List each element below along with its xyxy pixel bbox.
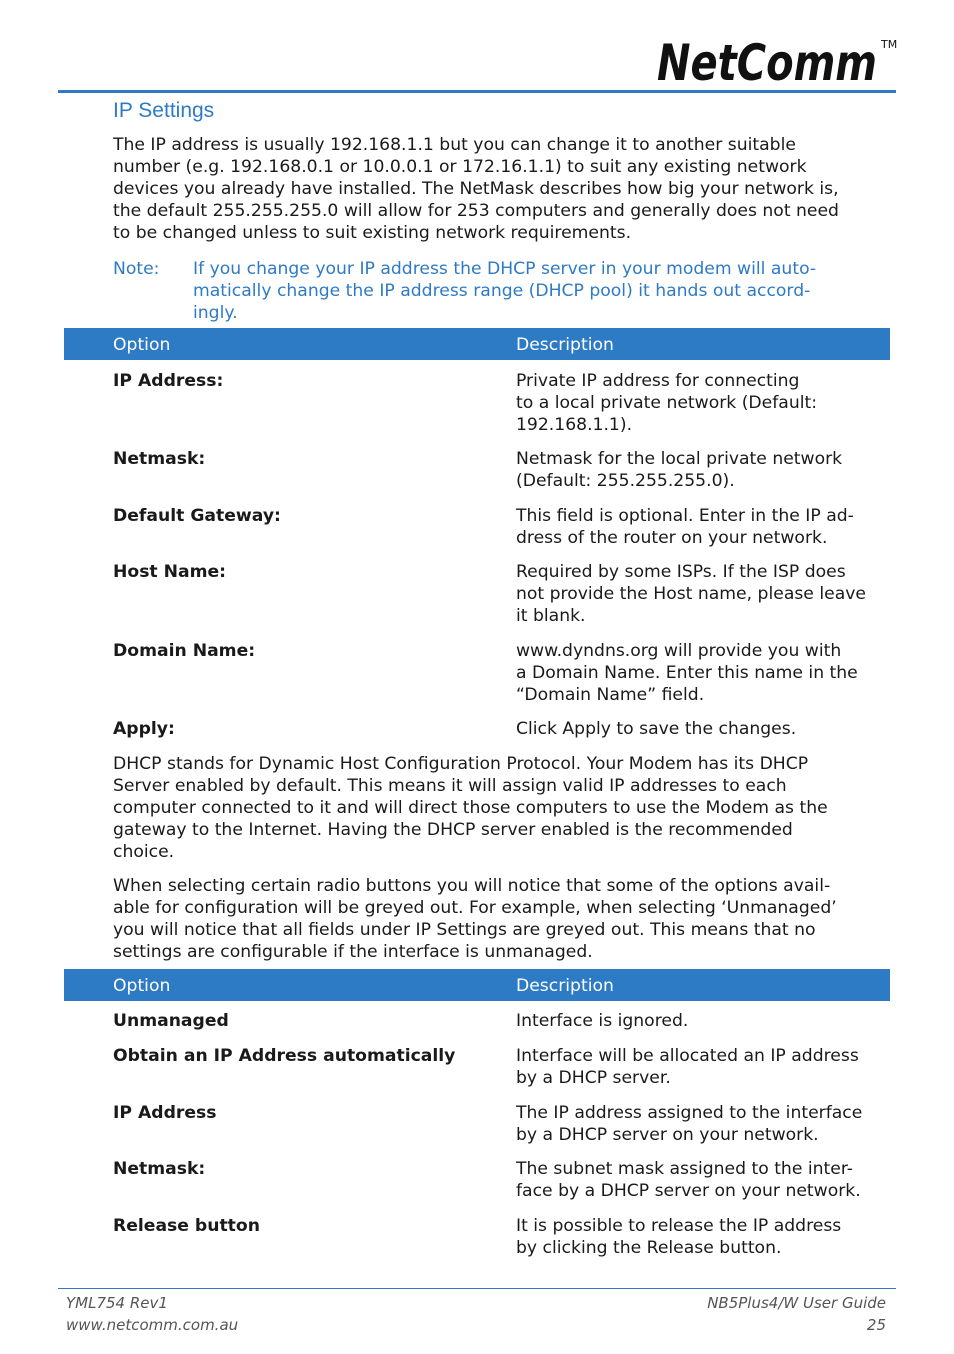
table1-description bbox=[516, 561, 896, 627]
desc-line: The IP address assigned to the interface bbox=[516, 1103, 863, 1123]
footer-page-number: 25 bbox=[866, 1316, 886, 1334]
radio-buttons-paragraph bbox=[113, 875, 903, 963]
desc-line: face by a DHCP server on your network. bbox=[516, 1181, 861, 1201]
desc-line: Netmask for the local private network bbox=[516, 449, 843, 469]
radio-line: you will notice that all fields under IP Settings are greyed out. This means that no bbox=[113, 920, 816, 940]
table2-description bbox=[516, 1215, 896, 1259]
desc-line: dress of the router on your network. bbox=[516, 528, 828, 548]
footer-rule bbox=[58, 1288, 896, 1289]
intro-line: to be changed unless to suit existing network requirements. bbox=[113, 223, 632, 243]
intro-line: devices you already have installed. The NetMask describes how big your network is, bbox=[113, 179, 839, 199]
table1-option: Apply: bbox=[113, 719, 175, 739]
footer-website: www.netcomm.com.au bbox=[66, 1316, 239, 1334]
desc-line: This field is optional. Enter in the IP ad- bbox=[516, 506, 854, 526]
table1-header bbox=[64, 328, 890, 360]
table2-description bbox=[516, 1010, 896, 1032]
desc-line: by a DHCP server on your network. bbox=[516, 1125, 819, 1145]
logo-trademark: TM bbox=[881, 38, 898, 51]
desc-line: It is possible to release the IP address bbox=[516, 1216, 842, 1236]
footer-guide-title: NB5Plus4/W User Guide bbox=[707, 1294, 886, 1312]
intro-paragraph bbox=[113, 134, 903, 244]
table1-option: Netmask: bbox=[113, 449, 206, 469]
table2-option: Release button bbox=[113, 1216, 260, 1236]
table1-option: Domain Name: bbox=[113, 641, 256, 661]
footer-doc-code: YML754 Rev1 bbox=[66, 1294, 168, 1312]
desc-line: by a DHCP server. bbox=[516, 1068, 671, 1088]
desc-line: by clicking the Release button. bbox=[516, 1238, 782, 1258]
radio-line: able for configuration will be greyed out. For example, when selecting ‘Unmanaged’ bbox=[113, 898, 837, 918]
section-title: IP Settings bbox=[113, 99, 215, 122]
note-line: If you change your IP address the DHCP server in your modem will auto- bbox=[193, 259, 817, 279]
table1-option: Default Gateway: bbox=[113, 506, 281, 526]
dhcp-line: choice. bbox=[113, 842, 175, 862]
table1-description bbox=[516, 370, 896, 436]
note-line: matically change the IP address range (DHCP pool) it hands out accord- bbox=[193, 281, 811, 301]
desc-line: Interface is ignored. bbox=[516, 1011, 689, 1031]
table2-option: IP Address bbox=[113, 1103, 217, 1123]
desc-line: www.dyndns.org will provide you with bbox=[516, 641, 842, 661]
note-text bbox=[193, 258, 893, 324]
table1-option: IP Address: bbox=[113, 371, 224, 391]
dhcp-line: DHCP stands for Dynamic Host Configuration Protocol. Your Modem has its DHCP bbox=[113, 754, 809, 774]
table2-description bbox=[516, 1102, 896, 1146]
desc-line: Interface will be allocated an IP address bbox=[516, 1046, 859, 1066]
desc-line: Private IP address for connecting bbox=[516, 371, 800, 391]
table2-description bbox=[516, 1045, 896, 1089]
header-rule bbox=[58, 90, 896, 93]
table1-col-option: Option bbox=[113, 335, 171, 355]
table2-option: Netmask: bbox=[113, 1159, 206, 1179]
radio-line: When selecting certain radio buttons you will notice that some of the options avail- bbox=[113, 876, 831, 896]
desc-line: The subnet mask assigned to the inter- bbox=[516, 1159, 854, 1179]
intro-line: The IP address is usually 192.168.1.1 but you can change it to another suitable bbox=[113, 135, 796, 155]
table1-description bbox=[516, 640, 896, 706]
table2-col-description: Description bbox=[516, 976, 614, 996]
desc-line: not provide the Host name, please leave bbox=[516, 584, 866, 604]
desc-line: 192.168.1.1). bbox=[516, 415, 633, 435]
table1-description bbox=[516, 718, 896, 740]
desc-line: “Domain Name” field. bbox=[516, 685, 705, 705]
logo-wordmark: NetComm bbox=[657, 34, 877, 88]
table1-description bbox=[516, 448, 896, 492]
table2-option: Obtain an IP Address automatically bbox=[113, 1046, 456, 1066]
table2-col-option: Option bbox=[113, 976, 171, 996]
netcomm-logo bbox=[655, 28, 903, 88]
note-line: ingly. bbox=[193, 303, 238, 323]
note-label: Note: bbox=[113, 259, 160, 279]
desc-line: a Domain Name. Enter this name in the bbox=[516, 663, 858, 683]
dhcp-paragraph bbox=[113, 753, 903, 863]
radio-line: settings are configurable if the interface is unmanaged. bbox=[113, 942, 593, 962]
desc-line: to a local private network (Default: bbox=[516, 393, 818, 413]
table2-option: Unmanaged bbox=[113, 1011, 229, 1031]
desc-line: (Default: 255.255.255.0). bbox=[516, 471, 735, 491]
desc-line: it blank. bbox=[516, 606, 586, 626]
table2-description bbox=[516, 1158, 896, 1202]
table1-description bbox=[516, 505, 896, 549]
table1-col-description: Description bbox=[516, 335, 614, 355]
dhcp-line: gateway to the Internet. Having the DHCP server enabled is the recommended bbox=[113, 820, 793, 840]
table2-header bbox=[64, 969, 890, 1001]
dhcp-line: Server enabled by default. This means it will assign valid IP addresses to each bbox=[113, 776, 787, 796]
table1-option: Host Name: bbox=[113, 562, 227, 582]
dhcp-line: computer connected to it and will direct those computers to use the Modem as the bbox=[113, 798, 828, 818]
intro-line: number (e.g. 192.168.0.1 or 10.0.0.1 or 172.16.1.1) to suit any existing network bbox=[113, 157, 807, 177]
intro-line: the default 255.255.255.0 will allow for 253 computers and generally does not need bbox=[113, 201, 839, 221]
desc-line: Click Apply to save the changes. bbox=[516, 719, 797, 739]
desc-line: Required by some ISPs. If the ISP does bbox=[516, 562, 846, 582]
